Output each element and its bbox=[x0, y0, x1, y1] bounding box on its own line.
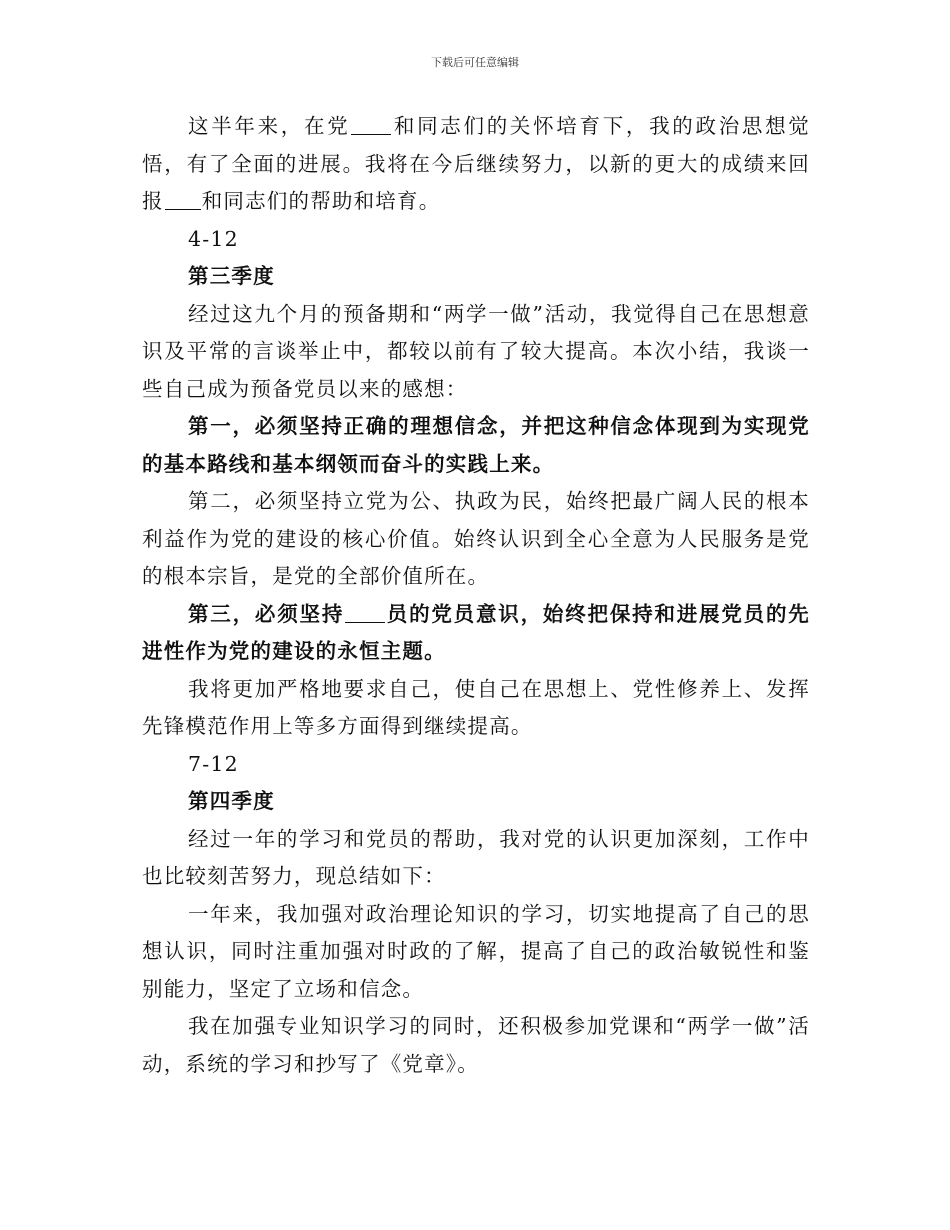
paragraph-q3-intro: 经过这九个月的预备期和“两学一做”活动，我觉得自己在思想意识及平常的言谈举止中，都较以前有了较大提高。本次小结，我谈一些自己成为预备党员以来的感想： bbox=[142, 301, 810, 401]
fill-blank bbox=[345, 622, 385, 623]
document-body bbox=[142, 108, 810, 1083]
date-line: 7-12 bbox=[188, 751, 239, 776]
fill-blank bbox=[165, 209, 201, 210]
text-segment: 和同志们的关怀培育下，我的政治思想觉悟，有了全面的进展。我将在今后继续努力，以新的更大的成绩来回报 bbox=[142, 114, 810, 213]
text-segment: 和同志们的帮助和培育。 bbox=[201, 189, 441, 213]
paragraph-point-one: 第一，必须坚持正确的理想信念，并把这种信念体现到为实现党的基本路线和基本纲领而奋斗的实践上来。 bbox=[142, 414, 810, 476]
text-segment: 这半年来，在党 bbox=[188, 114, 351, 138]
fill-blank bbox=[351, 134, 391, 135]
paragraph-point-three bbox=[142, 596, 810, 671]
paragraph-q4-study: 我在加强专业知识学习的同时，还积极参加党课和“两学一做”活动，系统的学习和抄写了《党章》。 bbox=[142, 1014, 810, 1076]
text-segment: 第三，必须坚持 bbox=[188, 601, 345, 626]
paragraph-q3-closing: 我将更加严格地要求自己，使自己在思想上、党性修养上、发挥先锋模范作用上等多方面得到继续提高。 bbox=[142, 676, 810, 738]
section-heading-q4: 第四季度 bbox=[188, 789, 275, 813]
paragraph-q4-intro: 经过一年的学习和党员的帮助，我对党的认识更加深刻，工作中也比较刻苦努力，现总结如下： bbox=[142, 826, 810, 888]
paragraph-q4-theory: 一年来，我加强对政治理论知识的学习，切实地提高了自己的思想认识，同时注重加强对时政的了解，提高了自己的政治敏锐性和鉴别能力，坚定了立场和信念。 bbox=[142, 901, 810, 1001]
page-header: 下载后可任意编辑 bbox=[431, 56, 519, 69]
text-segment: 员的党员意识，始终把保持和进展党员的先进性作为党的建设的永恒主题。 bbox=[142, 601, 810, 663]
paragraph-point-two: 第二，必须坚持立党为公、执政为民，始终把最广阔人民的根本利益作为党的建设的核心价值。始终认识到全心全意为人民服务是党的根本宗旨，是党的全部价值所在。 bbox=[142, 489, 810, 588]
paragraph-half-year-summary bbox=[142, 108, 810, 221]
section-heading-q3: 第三季度 bbox=[188, 264, 275, 288]
date-line: 4-12 bbox=[188, 226, 239, 251]
